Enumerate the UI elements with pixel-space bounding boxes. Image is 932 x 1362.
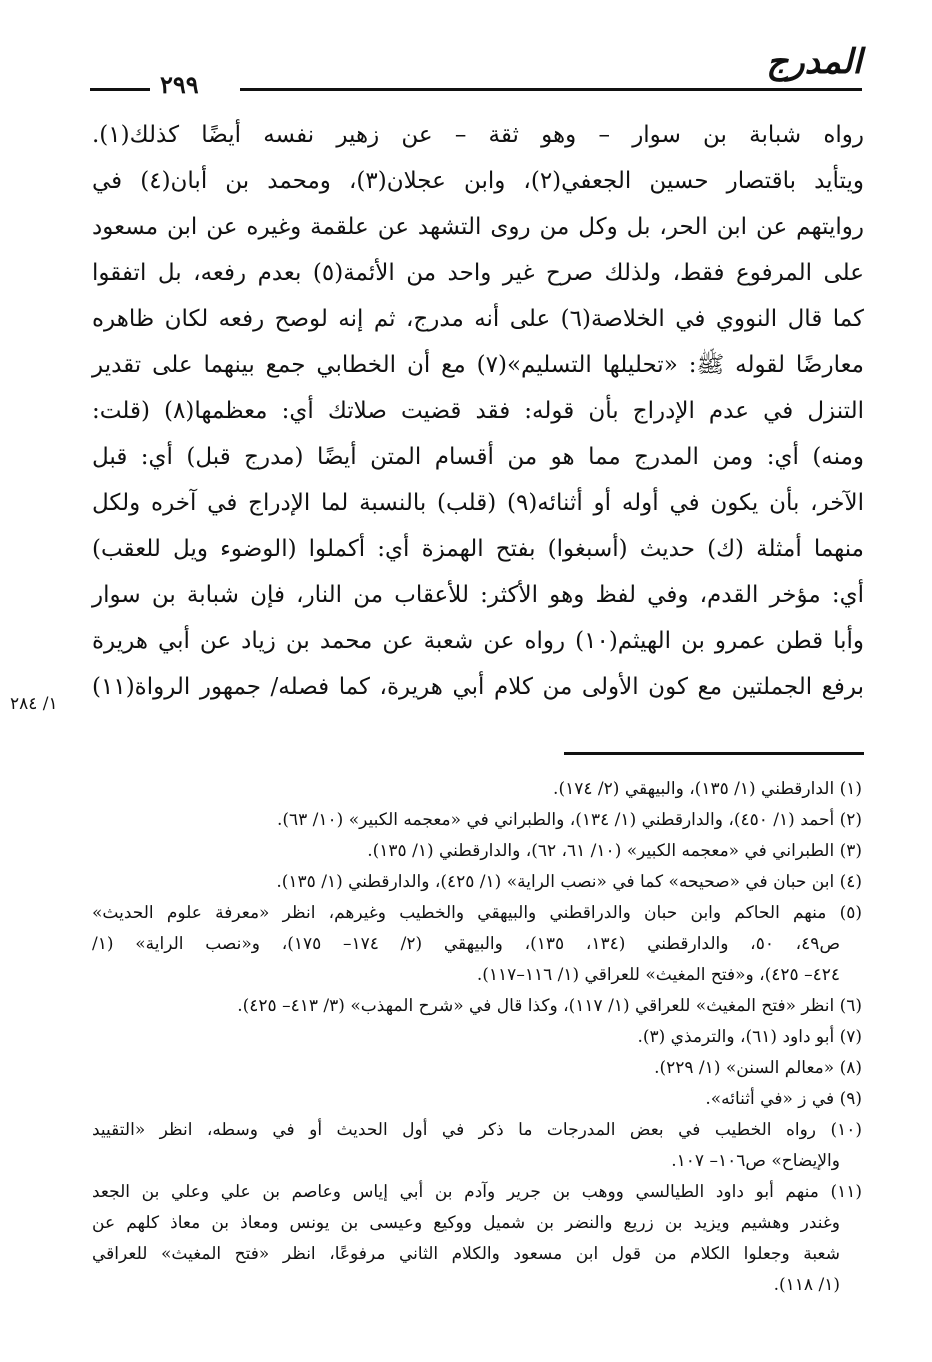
margin-reference: ١/ ٢٨٤: [10, 694, 58, 714]
footnote-line: (١١) منهم أبو داود الطيالسي ووهب بن جرير وآدم بن أبي إياس وعاصم بن علي وعلي بن الجعد: [92, 1182, 862, 1202]
footnote-line: وغندر وهشيم ويزيد بن زريع والنضر بن شميل ووكيع وعيسى بن يونس ومعاذ بن معاذ كلهم عن: [92, 1213, 840, 1233]
main-line: وأبا قطن عمرو بن الهيثم(١٠) رواه عن شعبة عن محمد بن زياد عن أبي هريرة: [92, 628, 864, 654]
main-line: روايتهم عن ابن الحر، بل وكل من روى التشهد عن علقمة وغيره عن ابن مسعود: [92, 214, 864, 240]
main-line: كما قال النووي في الخلاصة(٦) على أنه مدرج، ثم إنه لوصح رفعه لكان ظاهره: [92, 306, 864, 332]
main-line: على المرفوع فقط، ولذلك صرح غير واحد من الأئمة(٥) بعدم رفعه، بل اتفقوا: [92, 260, 864, 286]
main-line: برفع الجملتين مع كون الأولى من كلام أبي هريرة، كما فصله/ جمهور الرواة(١١): [92, 674, 864, 700]
main-line: منهما أمثلة (ك) حديث (أسبغوا) بفتح الهمزة أي: أكملوا (الوضوء ويل للعقب): [92, 536, 864, 562]
footnote-line: والإيضاح» ص١٠٦– ١٠٧.: [671, 1151, 840, 1171]
main-line: ومنه) أي: ومن المدرج مما هو من أقسام المتن أيضًا (مدرج قبل) أي: قبل: [92, 444, 865, 470]
footnote-line: (٦) انظر «فتح المغيث» للعراقي (١/ ١١٧)، وكذا قال في «شرح المهذب» (٣/ ٤١٣– ٤٢٥).: [237, 996, 862, 1016]
main-line: معارضًا لقوله ﷺ: «تحليلها التسليم»(٧) مع أن الخطابي جمع بينهما على تقدير: [92, 352, 864, 378]
footnote-line: (٨) «معالم السنن» (١/ ٢٢٩).: [654, 1058, 862, 1078]
footnote-line: ص٤٩، ٥٠، والدارقطني (١٣٤، ١٣٥)، والبيهقي (٢/ ١٧٤– ١٧٥)، و«نصب الراية» (١/: [92, 934, 840, 954]
running-title: المدرج: [766, 42, 862, 82]
footnote-line: (٥) منهم الحاكم وابن حبان والدراقطني والبيهقي والخطيب وغيرهم، انظر «معرفة علوم الحديث»: [92, 903, 862, 923]
footnote-separator: [564, 752, 864, 755]
main-line: التنزل في عدم الإدراج بأن قوله: فقد قضيت صلاتك أي: معظمها(٨) (قلت:: [92, 398, 865, 424]
main-line: الآخر، بأن يكون في أوله أو أثنائه(٩) (قلب) بالنسبة لما الإدراج في آخره ولكل: [92, 490, 865, 516]
footnote-line: (٧) أبو داود (٦١)، والترمذي (٣).: [637, 1027, 862, 1047]
footnote-line: (٣) الطبراني في «معجمه الكبير» (١٠/ ٦١، ٦٢)، والدارقطني (١/ ١٣٥).: [367, 841, 862, 861]
footnotes: [92, 774, 862, 1301]
footnote-line: شعبة وجعلوا الكلام من قول ابن مسعود والكلام الثاني مرفوعًا، انظر «فتح المغيث» للعراقي: [92, 1244, 840, 1264]
footnote-line: (١/ ١١٨).: [773, 1275, 840, 1295]
header-rule: [240, 88, 862, 91]
page-header: [90, 40, 862, 100]
main-line: أي: مؤخر القدم، وفي لفظ وهو الأكثر: للأعقاب من النار، فإن شبابة بن سوار: [92, 582, 864, 608]
main-text: [92, 112, 864, 710]
footnote-line: (١٠) رواه الخطيب في بعض المدرجات ما ذكر في أول الحديث أو في وسطه، انظر «التقييد: [92, 1120, 862, 1140]
footnote-line: ٤٢٤– ٤٢٥)، و«فتح المغيث» للعراقي (١/ ١١٦–١١٧).: [476, 965, 840, 985]
footnote-line: (٤) ابن حبان في «صحيحه» كما في «نصب الراية» (١/ ٤٢٥)، والدارقطني (١/ ١٣٥).: [276, 872, 862, 892]
header-rule-short: [90, 88, 150, 91]
footnote-line: (٢) أحمد (١/ ٤٥٠)، والدارقطني (١/ ١٣٤)، والطبراني في «معجمه الكبير» (١٠/ ٦٣).: [276, 810, 862, 830]
footnote-line: (١) الدارقطني (١/ ١٣٥)، والبيهقي (٢/ ١٧٤).: [553, 779, 862, 799]
main-line: رواه شبابة بن سوار – وهو ثقة – عن زهير نفسه أيضًا كذلك(١).: [92, 122, 864, 148]
main-line: ويتأيد باقتصار حسين الجعفي(٢)، وابن عجلان(٣)، ومحمد بن أبان(٤) في: [92, 168, 864, 194]
footnote-line: (٩) في ز «في أثنائه».: [705, 1089, 862, 1109]
page-number: ٢٩٩: [160, 70, 199, 99]
